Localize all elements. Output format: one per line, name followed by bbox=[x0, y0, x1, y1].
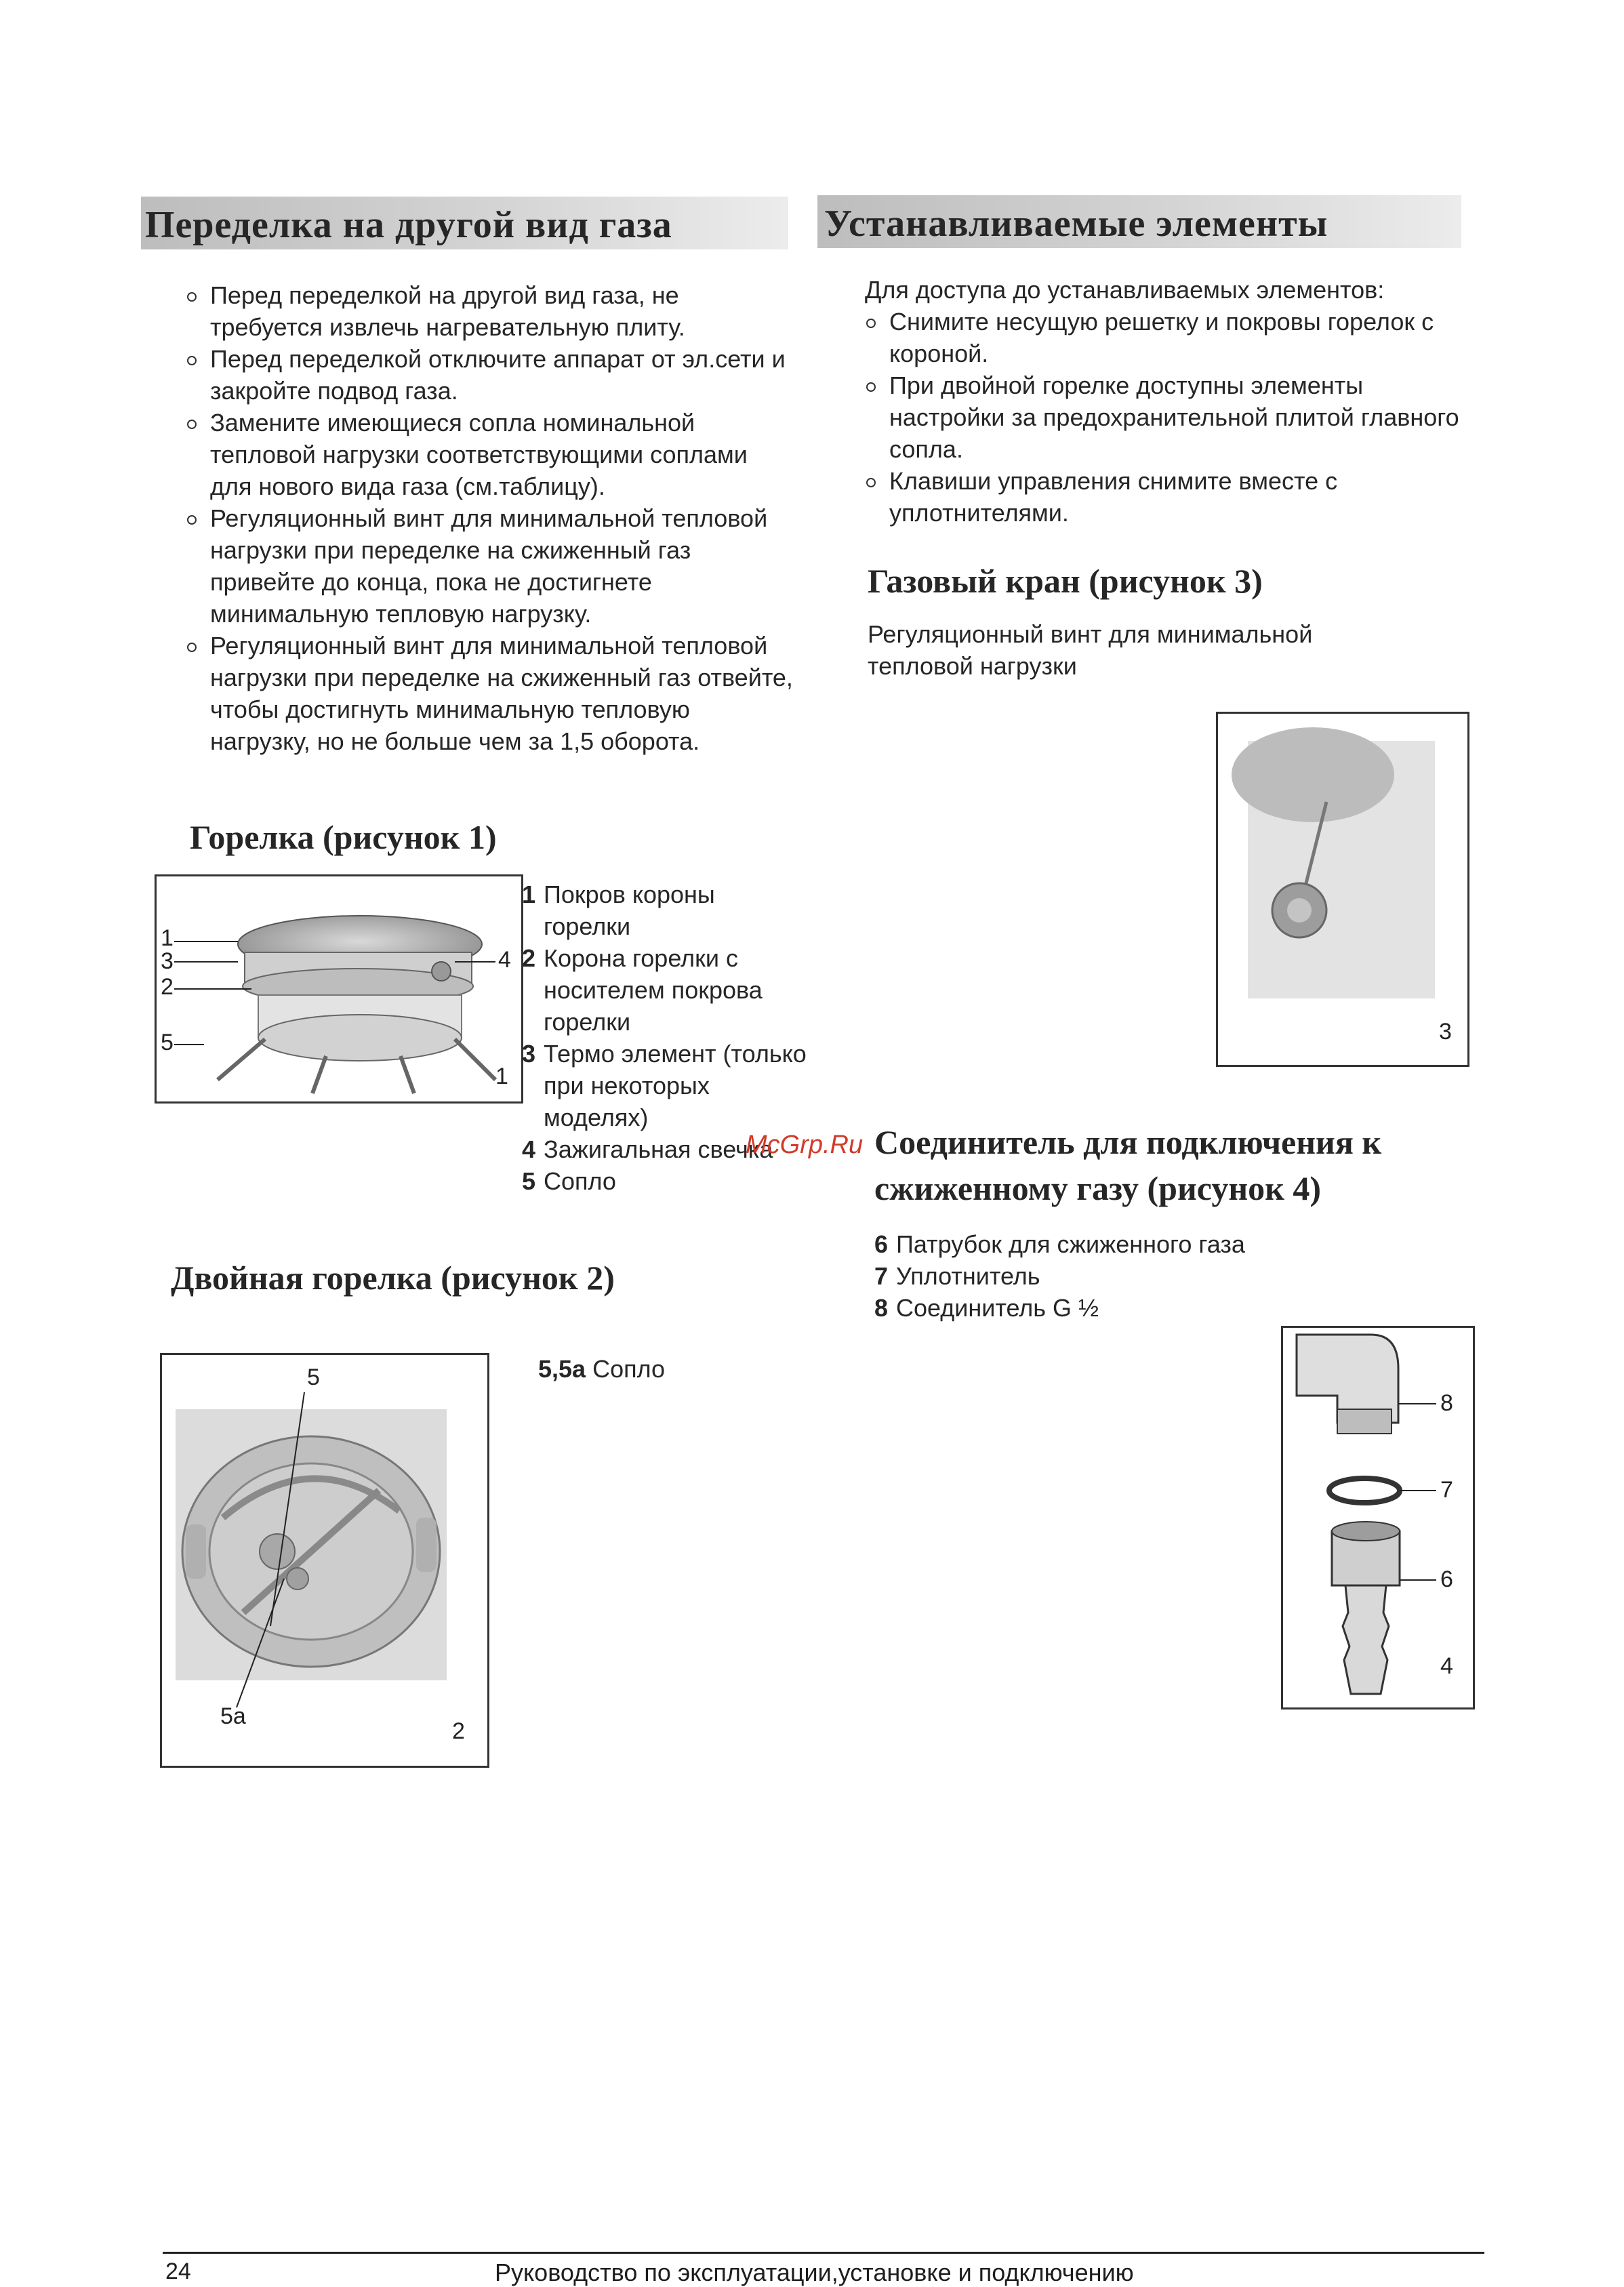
burner-callout-3: 3 bbox=[161, 948, 174, 974]
connector-heading-line2: сжиженному газу (рисунок 4) bbox=[874, 1169, 1322, 1207]
burner-figure bbox=[155, 874, 523, 1104]
burner-illustration bbox=[157, 876, 521, 1101]
caption-item: 6 Патрубок для сжиженного газа bbox=[874, 1230, 1245, 1258]
connector-figure-number: 4 bbox=[1440, 1653, 1453, 1679]
burner-figure-number: 1 bbox=[495, 1064, 508, 1089]
page-number: 24 bbox=[165, 2259, 191, 2284]
connector-callout-7: 7 bbox=[1440, 1477, 1453, 1503]
list-item: Регуляционный винт для минимальной тепловой нагрузки при переделке на сжиженный газ привейте до конца, пока не достигнете минимальную тепловую нагрузку. bbox=[184, 502, 794, 630]
connector-captions bbox=[874, 1228, 1389, 1324]
double-burner-figure-number: 2 bbox=[452, 1718, 465, 1744]
burner-callout-5: 5 bbox=[161, 1030, 174, 1055]
burner-callout-2: 2 bbox=[161, 974, 174, 1000]
list-item: Перед переделкой на другой вид газа, не требуется извлечь нагревательную плиту. bbox=[184, 279, 794, 343]
conversion-bullet-list bbox=[184, 279, 794, 757]
caption-item: 3 Термо элемент (только при некоторых моделях) bbox=[522, 1040, 807, 1131]
connector-callout-8: 8 bbox=[1440, 1390, 1453, 1416]
caption-item: 4 Зажигальная свечка bbox=[522, 1135, 773, 1163]
double-burner-caption bbox=[538, 1353, 665, 1385]
caption-text: Сопло bbox=[592, 1355, 666, 1383]
caption-item: 1 Покров короны горелки bbox=[522, 881, 715, 940]
footer-divider bbox=[163, 2252, 1484, 2254]
burner-heading: Горелка (рисунок 1) bbox=[190, 818, 497, 856]
valve-text: Регуляционный винт для минимальной тепловой нагрузки bbox=[868, 620, 1313, 680]
list-item: Клавиши управления снимите вместе с уплотнителями. bbox=[864, 465, 1460, 529]
caption-number: 5,5a bbox=[538, 1355, 586, 1383]
valve-illustration bbox=[1218, 714, 1467, 1065]
list-item: Перед переделкой отключите аппарат от эл.сети и закройте подвод газа. bbox=[184, 343, 794, 407]
valve-heading: Газовый кран (рисунок 3) bbox=[868, 562, 1263, 600]
list-item: Снимите несущую решетку и покровы горелок с короной. bbox=[864, 306, 1460, 369]
caption-item: 8 Соединитель G ½ bbox=[874, 1294, 1099, 1322]
list-item: Замените имеющиеся сопла номинальной тепловой нагрузки соответствующими соплами для нового вида газа (см.таблицу). bbox=[184, 407, 794, 502]
double-burner-callout-5a: 5a bbox=[220, 1703, 246, 1729]
valve-figure bbox=[1216, 712, 1469, 1067]
double-burner-heading: Двойная горелка (рисунок 2) bbox=[171, 1259, 615, 1297]
caption-item: 2 Корона горелки с носителем покрова горелки bbox=[522, 944, 763, 1036]
right-heading: Устанавливаемые элементы bbox=[824, 203, 1328, 245]
connector-figure bbox=[1281, 1326, 1475, 1709]
caption-item: 5 Сопло bbox=[522, 1167, 616, 1195]
burner-callout-1: 1 bbox=[161, 925, 174, 951]
installable-bullet-list bbox=[864, 306, 1460, 529]
connector-heading-line1: Соединитель для подключения к bbox=[874, 1123, 1382, 1161]
connector-callout-6: 6 bbox=[1440, 1566, 1453, 1592]
connector-illustration bbox=[1283, 1328, 1473, 1707]
valve-figure-number: 3 bbox=[1439, 1019, 1452, 1045]
double-burner-figure bbox=[160, 1353, 489, 1768]
burner-callout-4: 4 bbox=[498, 947, 511, 973]
left-heading: Переделка на другой вид газа bbox=[145, 204, 672, 246]
double-burner-callout-5: 5 bbox=[307, 1364, 320, 1390]
caption-item: 7 Уплотнитель bbox=[874, 1262, 1040, 1290]
list-item: Регуляционный винт для минимальной тепловой нагрузки при переделке на сжиженный газ отвейте, чтобы достигнуть минимальную тепловую нагрузку, но не больше чем за 1,5 оборота. bbox=[184, 630, 794, 757]
right-intro: Для доступа до устанавливаемых элементов: bbox=[865, 276, 1385, 304]
footer-title: Руководство по эксплуатации,установке и подключению bbox=[495, 2259, 1134, 2286]
double-burner-illustration bbox=[162, 1355, 487, 1766]
list-item: При двойной горелке доступны элементы настройки за предохранительной плитой главного сопла. bbox=[864, 369, 1460, 465]
watermark: McGrp.Ru bbox=[746, 1131, 864, 1159]
